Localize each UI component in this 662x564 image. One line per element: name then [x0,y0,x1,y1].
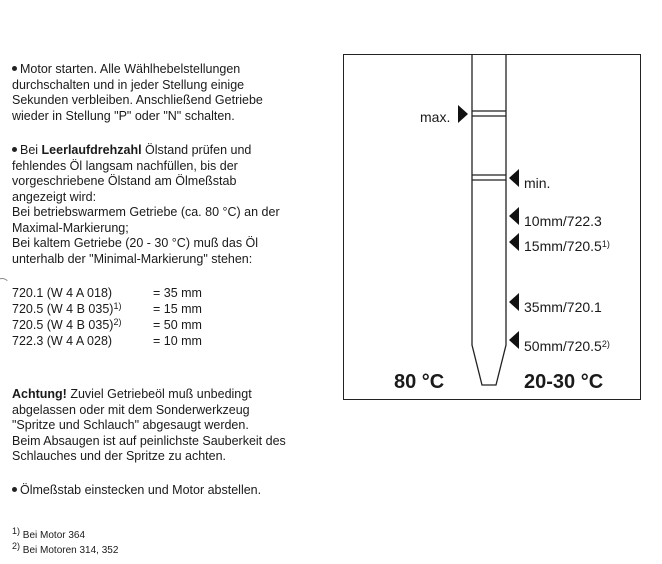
max-arrow-icon [458,105,468,123]
footnote-1: $^{1)}$ Bei Motor 364 [12,526,86,541]
bullet-icon [12,66,17,71]
footnote-2: $^{2)}$ Bei Motoren 314, 352 [12,541,119,556]
level-mark-label: 10mm/722.3 [524,213,602,229]
bullet-icon [12,487,17,492]
level-arrow-icon [509,233,519,251]
dipstick-outline [472,55,506,385]
level-mark-label: 15mm/720.5$^{1)}$ [524,238,610,254]
temp-cold-label: 20-30 °C [524,371,604,393]
level-mark-label: 35mm/720.1 [524,299,602,315]
instruction-step-check-oil: Bei Leerlaufdrehzahl Ölstand prüfen und fehlendes Öl langsam nachfüllen, bis der vorgeschriebene Ölstand am Ölmeßstab angezeigt wird: Bei betriebswarmem Getriebe (ca. 80 °C) an der Maximal-Markierung; Bei kaltem Getriebe (20 - 30 °C) muß das Öl unterhalb der "Minimal-Markierung" stehen: [12,143,280,266]
bullet-icon [12,147,17,152]
min-label: min. [524,175,551,191]
warning-note: Achtung! Zuviel Getriebeöl muß unbedingt abgelassen oder mit dem Sonderwerkzeug "Spritze und Schlauch" abgesaugt werden. Beim Absaugen ist auf peinlichste Sauberkeit des Schlauches und der Spritze zu achten. [12,387,286,463]
level-arrow-icon [509,331,519,349]
instruction-step-start-engine: Motor starten. Alle Wählhebelstellungen durchschalten und in jeder Stellung einige Sekunden verbleiben. Anschließend Getriebe wieder in Stellung "P" oder "N" schalten. [12,62,263,123]
temp-hot-label: 80 °C [394,371,445,393]
level-mark-label: 50mm/720.5$^{2)}$ [524,338,610,354]
dipstick-diagram [343,54,641,400]
level-arrow-icon [509,293,519,311]
min-arrow-icon [509,169,519,187]
max-label: max. [420,109,451,125]
scan-mark [0,278,10,294]
instruction-step-insert-dipstick: Ölmeßstab einstecken und Motor abstellen. [12,483,332,499]
level-arrow-icon [509,207,519,225]
